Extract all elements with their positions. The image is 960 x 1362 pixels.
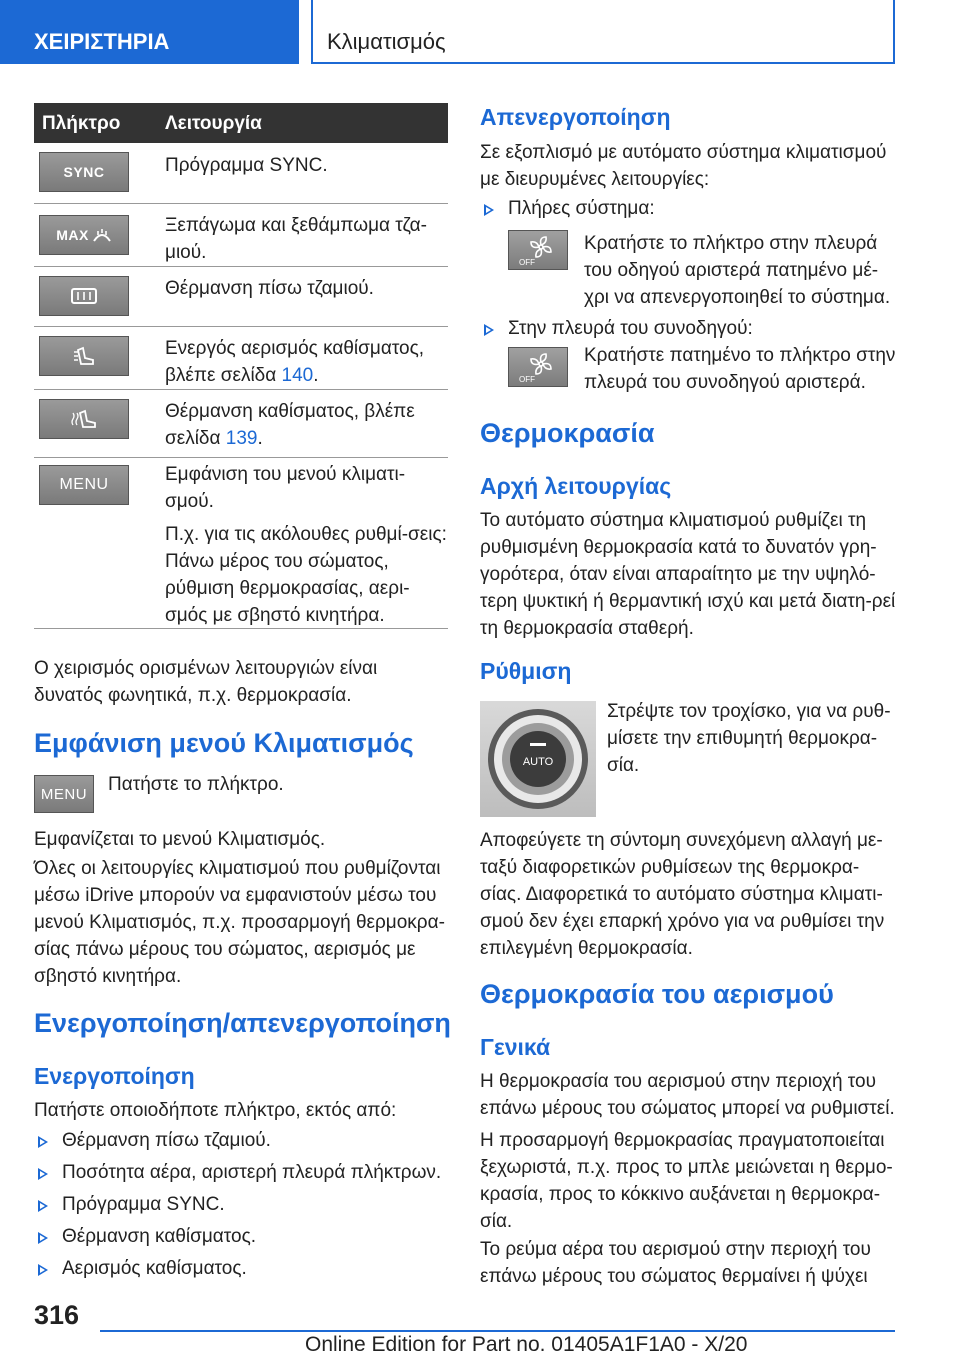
table-row <box>34 266 448 327</box>
row-text-b: . <box>313 365 319 386</box>
heading-on: Ενεργοποίηση <box>34 1063 195 1089</box>
list-item: Ποσότητα αέρα, αριστερή πλευρά πλήκτρων. <box>62 1162 442 1183</box>
table-row <box>34 389 448 458</box>
row-text-2: Π.χ. για τις ακόλουθες ρυθμί-σεις: Πάνω μέρος του σώματος, ρύθμιση θερμοκρασίας, αερι-σμός με σβηστό κινητήρα. <box>165 524 447 626</box>
row-text: Πρόγραμμα SYNC. <box>165 155 328 176</box>
list-item: Πρόγραμμα SYNC. <box>62 1194 225 1215</box>
row-text <box>165 335 448 389</box>
page-link-140[interactable]: 140 <box>281 365 314 386</box>
off-intro: Σε εξοπλισμό με αυτόματο σύστημα κλιματισμού με διευρυμένες λειτουργίες: <box>480 142 887 190</box>
section-tab: ΧΕΙΡΙΣΤΗΡΙΑ <box>0 0 299 64</box>
knob-label: AUTO <box>522 756 554 768</box>
temperature-knob-image <box>480 701 596 817</box>
rear-defrost-icon <box>69 286 99 306</box>
bullet-icon <box>38 1232 48 1244</box>
bullet-icon <box>38 1264 48 1276</box>
fan-off-icon <box>509 231 567 269</box>
bullet-full-system: Πλήρες σύστημα: <box>508 198 655 219</box>
general-2: Η προσαρμογή θερμοκρασίας πραγματοποιείται ξεχωριστά, π.χ. προς το μπλε μειώνεται η θερμο-κρασία, προς το κόκκινο αυξάνεται η θερμοκρα-σία. <box>480 1130 893 1232</box>
heading-off: Απενεργοποίηση <box>480 104 671 130</box>
bullet-icon <box>38 1168 48 1180</box>
setting-text: Στρέψτε τον τροχίσκο, για να ρυθ-μίσετε την επιθυμητή θερμοκρα-σία. <box>607 701 891 776</box>
row-text: Θέρμανση πίσω τζαμιού. <box>165 278 374 299</box>
col-func-header: Λειτουργία <box>165 113 262 134</box>
voice-note: Ο χειρισμός ορισμένων λειτουργιών είναι δυνατός φωνητικά, π.χ. θερμοκρασία. <box>34 658 378 706</box>
fan-off-icon <box>509 348 567 386</box>
bullet-icon <box>38 1136 48 1148</box>
table-row <box>34 326 448 390</box>
press-any: Πατήστε οποιοδήποτε πλήκτρο, εκτός από: <box>34 1100 397 1121</box>
knob-icon <box>480 701 596 817</box>
table-row <box>34 143 448 204</box>
heading-menu: Εμφάνιση μενού Κλιματισμός <box>34 728 414 758</box>
full-system-instruction: Κρατήστε το πλήκτρο στην πλευρά του οδηγού αριστερά πατημένο μέ-χρι να απενεργοποιηθεί το σύστημα. <box>584 233 891 308</box>
heading-general: Γενικά <box>480 1034 551 1060</box>
rear-window-heat-button-icon <box>39 276 129 316</box>
menu-shown: Εμφανίζεται το μενού Κλιματισμός. <box>34 829 326 850</box>
off-label: OFF <box>519 258 535 267</box>
heading-principle: Αρχή λειτουργίας <box>480 473 672 499</box>
edition-text: Online Edition for Part no. 01405A1F1A0 - X/20 <box>305 1333 748 1356</box>
fan-off-button-icon <box>508 347 568 387</box>
heading-setting: Ρύθμιση <box>480 658 572 684</box>
page-link-139[interactable]: 139 <box>225 428 258 449</box>
fan-off-button-icon <box>508 230 568 270</box>
bullet-icon <box>38 1200 48 1212</box>
press-key: Πατήστε το πλήκτρο. <box>108 774 284 795</box>
col-key-header: Πλήκτρο <box>42 113 121 134</box>
seat-vent-icon <box>69 344 99 368</box>
off-label: OFF <box>519 375 535 384</box>
heading-onoff: Ενεργοποίηση/απενεργοποίηση <box>34 1008 451 1038</box>
heading-vent-temp: Θερμοκρασία του αερισμού <box>480 979 834 1009</box>
bullet-passenger: Στην πλευρά του συνοδηγού: <box>508 318 753 339</box>
general-1: Η θερμοκρασία του αερισμού στην περιοχή του επάνω μέρους του σώματος μπορεί να ρυθμιστεί. <box>480 1071 895 1119</box>
menu-button-icon: MENU <box>39 465 129 505</box>
table-row <box>34 457 448 629</box>
list-item: Αερισμός καθίσματος. <box>62 1258 247 1279</box>
bullet-icon <box>484 204 494 216</box>
list-item: Θέρμανση πίσω τζαμιού. <box>62 1130 271 1151</box>
menu-button-icon: MENU <box>34 775 94 813</box>
seat-heating-button-icon <box>39 399 129 439</box>
row-text: Ξεπάγωμα και ξεθάμπωμα τζα-μιού. <box>165 215 427 263</box>
max-defrost-button-icon <box>39 215 129 255</box>
footer-divider <box>100 1330 895 1332</box>
general-3: Το ρεύμα αέρα του αερισμού στην περιοχή του επάνω μέρους του σώματος θερμαίνει ή ψύχει <box>480 1239 871 1287</box>
bullet-icon <box>484 324 494 336</box>
sync-button-icon: SYNC <box>39 152 129 192</box>
principle-text: Το αυτόματο σύστημα κλιματισμού ρυθμίζει τη ρυθμισμένη θερμοκρασία κατά το δυνατόν γρη-γορότερα, όταν είναι απαραίτητο με την υψηλό-τερη ψυκτική ή θερμαντική ισχύ και μετά διατη-ρεί τη θερμοκρασία σταθερή. <box>480 510 896 639</box>
all-functions: Όλες οι λειτουργίες κλιματισμού που ρυθμίζονται μέσω iDrive μπορούν να εμφανιστούν μέσω του μενού Κλιματισμός, π.χ. προσαρμογή θερμοκρα-σίας πάνω μέρους του σώματος, αερισμός με σβηστό κινητήρα. <box>34 858 445 987</box>
seat-heat-icon <box>69 407 99 431</box>
row-text <box>165 398 448 452</box>
chapter-tab: Κλιματισμός <box>311 0 895 64</box>
page-number: 316 <box>34 1300 80 1330</box>
row-text-b: . <box>257 428 263 449</box>
seat-ventilation-button-icon <box>39 336 129 376</box>
row-text-a: Θέρμανση καθίσματος, βλέπε σελίδα <box>165 401 415 449</box>
defrost-icon <box>92 227 112 243</box>
row-text-a: Ενεργός αερισμός καθίσματος, βλέπε σελίδα <box>165 338 425 386</box>
table-header <box>34 103 448 143</box>
table-row <box>34 203 448 267</box>
avoid-text: Αποφεύγετε τη σύντομη συνεχόμενη αλλαγή με-ταξύ διαφορετικών ρυθμίσεων της θερμοκρα-σίας. Διαφορετικά το αυτόματο σύστημα κλιματι-σμού δεν έχει επαρκή χρόνο για να ρυθμίσει την επιλεγμένη θερμοκρασία. <box>480 830 885 959</box>
passenger-instruction: Κρατήστε πατημένο το πλήκτρο στην πλευρά του συνοδηγού αριστερά. <box>584 345 896 393</box>
row-text: Εμφάνιση του μενού κλιματι-σμού. <box>165 464 406 512</box>
max-label: MAX <box>56 227 89 243</box>
heading-temperature: Θερμοκρασία <box>480 418 655 448</box>
list-item: Θέρμανση καθίσματος. <box>62 1226 256 1247</box>
